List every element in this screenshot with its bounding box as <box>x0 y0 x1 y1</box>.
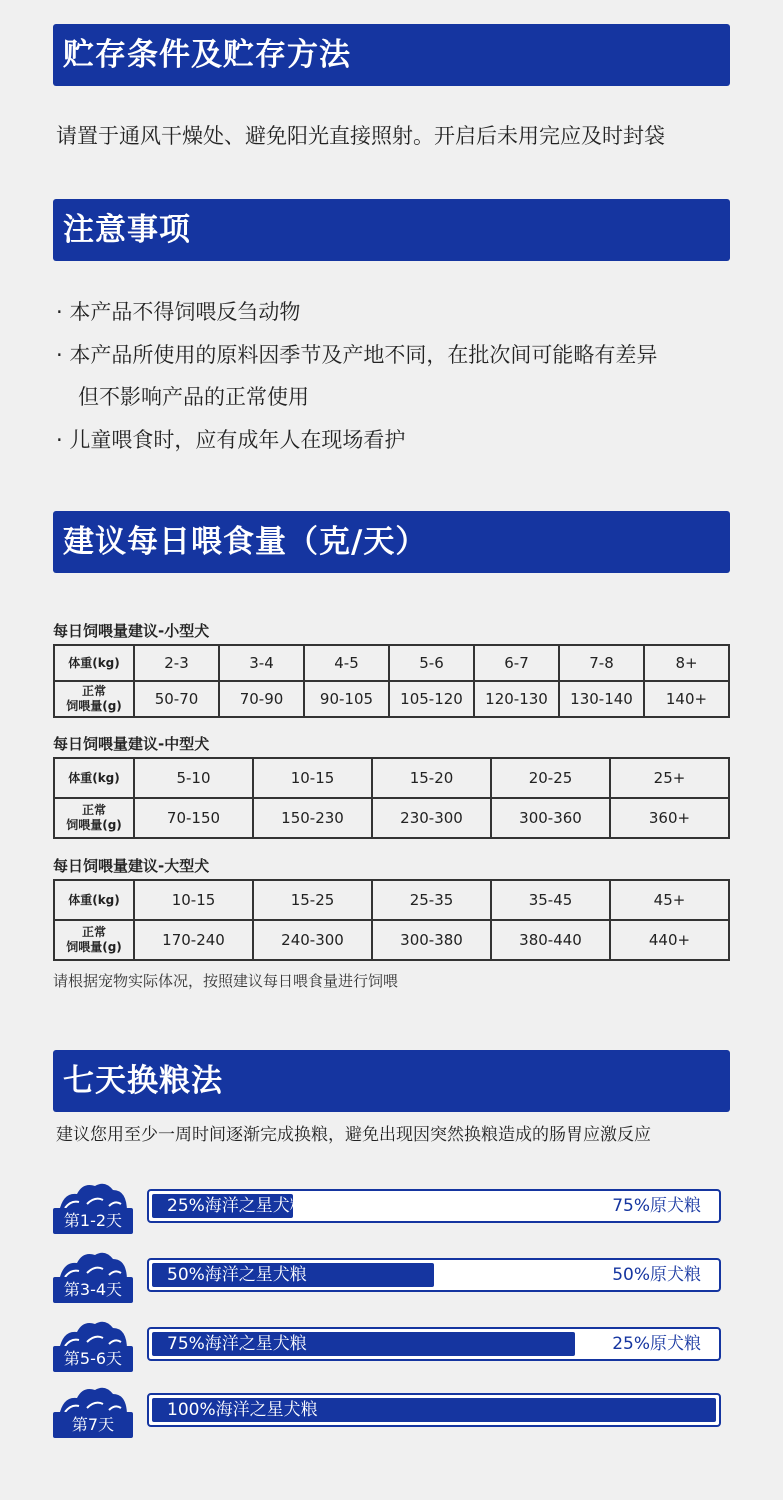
mix-bar-1 <box>147 1189 721 1223</box>
amount-cell: 170-240 <box>134 920 253 960</box>
amount-cell: 440+ <box>610 920 729 960</box>
amount-cell: 360+ <box>610 798 729 838</box>
weight-cell: 20-25 <box>491 758 610 798</box>
day-label: 第5-6天 <box>53 1346 133 1372</box>
day-badge-3 <box>53 1312 133 1372</box>
weight-cell: 7-8 <box>559 645 644 681</box>
weight-cell: 15-20 <box>372 758 491 798</box>
amount-cell: 90-105 <box>304 681 389 717</box>
transition-section-title: 七天换粮法 <box>53 1050 730 1112</box>
table-title-small: 每日饲喂量建议-小型犬 <box>53 622 210 640</box>
storage-section-title: 贮存条件及贮存方法 <box>53 24 730 86</box>
amount-cell: 380-440 <box>491 920 610 960</box>
day-badge-2 <box>53 1243 133 1303</box>
mix-bar-4 <box>147 1393 721 1427</box>
day-badge-4 <box>53 1378 133 1438</box>
storage-text: 请置于通风干燥处、避免阳光直接照射。开启后未用完应及时封袋 <box>56 124 665 148</box>
weight-cell: 2-3 <box>134 645 219 681</box>
weight-cell: 10-15 <box>253 758 372 798</box>
weight-header: 体重(kg) <box>54 645 134 681</box>
notice-line-4: · 儿童喂食时，应有成年人在现场看护 <box>56 428 406 452</box>
weight-cell: 8+ <box>644 645 729 681</box>
amount-cell: 130-140 <box>559 681 644 717</box>
day-label: 第7天 <box>53 1412 133 1438</box>
amount-cell: 50-70 <box>134 681 219 717</box>
weight-cell: 45+ <box>610 880 729 920</box>
notice-line-1: · 本产品不得饲喂反刍动物 <box>56 300 301 324</box>
new-food-label: 100%海洋之星犬粮 <box>167 1400 318 1420</box>
amount-cell: 240-300 <box>253 920 372 960</box>
amount-cell: 70-90 <box>219 681 304 717</box>
amount-cell: 70-150 <box>134 798 253 838</box>
table-title-large: 每日饲喂量建议-大型犬 <box>53 857 210 875</box>
weight-cell: 15-25 <box>253 880 372 920</box>
amount-cell: 150-230 <box>253 798 372 838</box>
table-row <box>54 758 729 798</box>
table-row <box>54 681 729 717</box>
feeding-table-medium <box>53 757 730 839</box>
notice-line-2: · 本产品所使用的原料因季节及产地不同，在批次间可能略有差异 <box>56 343 658 367</box>
day-label: 第3-4天 <box>53 1277 133 1303</box>
table-row <box>54 920 729 960</box>
old-food-label: 25%原犬粮 <box>612 1334 701 1354</box>
transition-subtitle: 建议您用至少一周时间逐渐完成换粮，避免出现因突然换粮造成的肠胃应激反应 <box>56 1125 651 1145</box>
old-food-label: 75%原犬粮 <box>612 1196 701 1216</box>
weight-cell: 3-4 <box>219 645 304 681</box>
table-row <box>54 645 729 681</box>
weight-cell: 6-7 <box>474 645 559 681</box>
amount-cell: 120-130 <box>474 681 559 717</box>
amount-cell: 300-360 <box>491 798 610 838</box>
notice-section-title: 注意事项 <box>53 199 730 261</box>
feeding-table-small <box>53 644 730 718</box>
weight-cell: 5-10 <box>134 758 253 798</box>
new-food-label: 75%海洋之星犬粮 <box>167 1334 307 1354</box>
weight-cell: 25+ <box>610 758 729 798</box>
day-badge-1 <box>53 1174 133 1234</box>
feeding-section-title: 建议每日喂食量（克/天） <box>53 511 730 573</box>
weight-cell: 25-35 <box>372 880 491 920</box>
mix-bar-3 <box>147 1327 721 1361</box>
table-row <box>54 798 729 838</box>
weight-cell: 10-15 <box>134 880 253 920</box>
amount-cell: 105-120 <box>389 681 474 717</box>
amount-header: 正常 饲喂量(g) <box>54 681 134 717</box>
notice-line-3: 但不影响产品的正常使用 <box>78 385 309 409</box>
weight-header: 体重(kg) <box>54 758 134 798</box>
feeding-note: 请根据宠物实际体况，按照建议每日喂食量进行饲喂 <box>53 972 399 990</box>
amount-cell: 300-380 <box>372 920 491 960</box>
table-title-medium: 每日饲喂量建议-中型犬 <box>53 735 210 753</box>
weight-cell: 35-45 <box>491 880 610 920</box>
new-food-label: 50%海洋之星犬粮 <box>167 1265 307 1285</box>
weight-cell: 4-5 <box>304 645 389 681</box>
amount-header: 正常 饲喂量(g) <box>54 920 134 960</box>
mix-bar-2 <box>147 1258 721 1292</box>
weight-header: 体重(kg) <box>54 880 134 920</box>
weight-cell: 5-6 <box>389 645 474 681</box>
old-food-label: 50%原犬粮 <box>612 1265 701 1285</box>
table-row <box>54 880 729 920</box>
amount-header: 正常 饲喂量(g) <box>54 798 134 838</box>
day-label: 第1-2天 <box>53 1208 133 1234</box>
amount-cell: 230-300 <box>372 798 491 838</box>
amount-cell: 140+ <box>644 681 729 717</box>
feeding-table-large <box>53 879 730 961</box>
new-food-label: 25%海洋之星犬粮 <box>167 1196 307 1216</box>
